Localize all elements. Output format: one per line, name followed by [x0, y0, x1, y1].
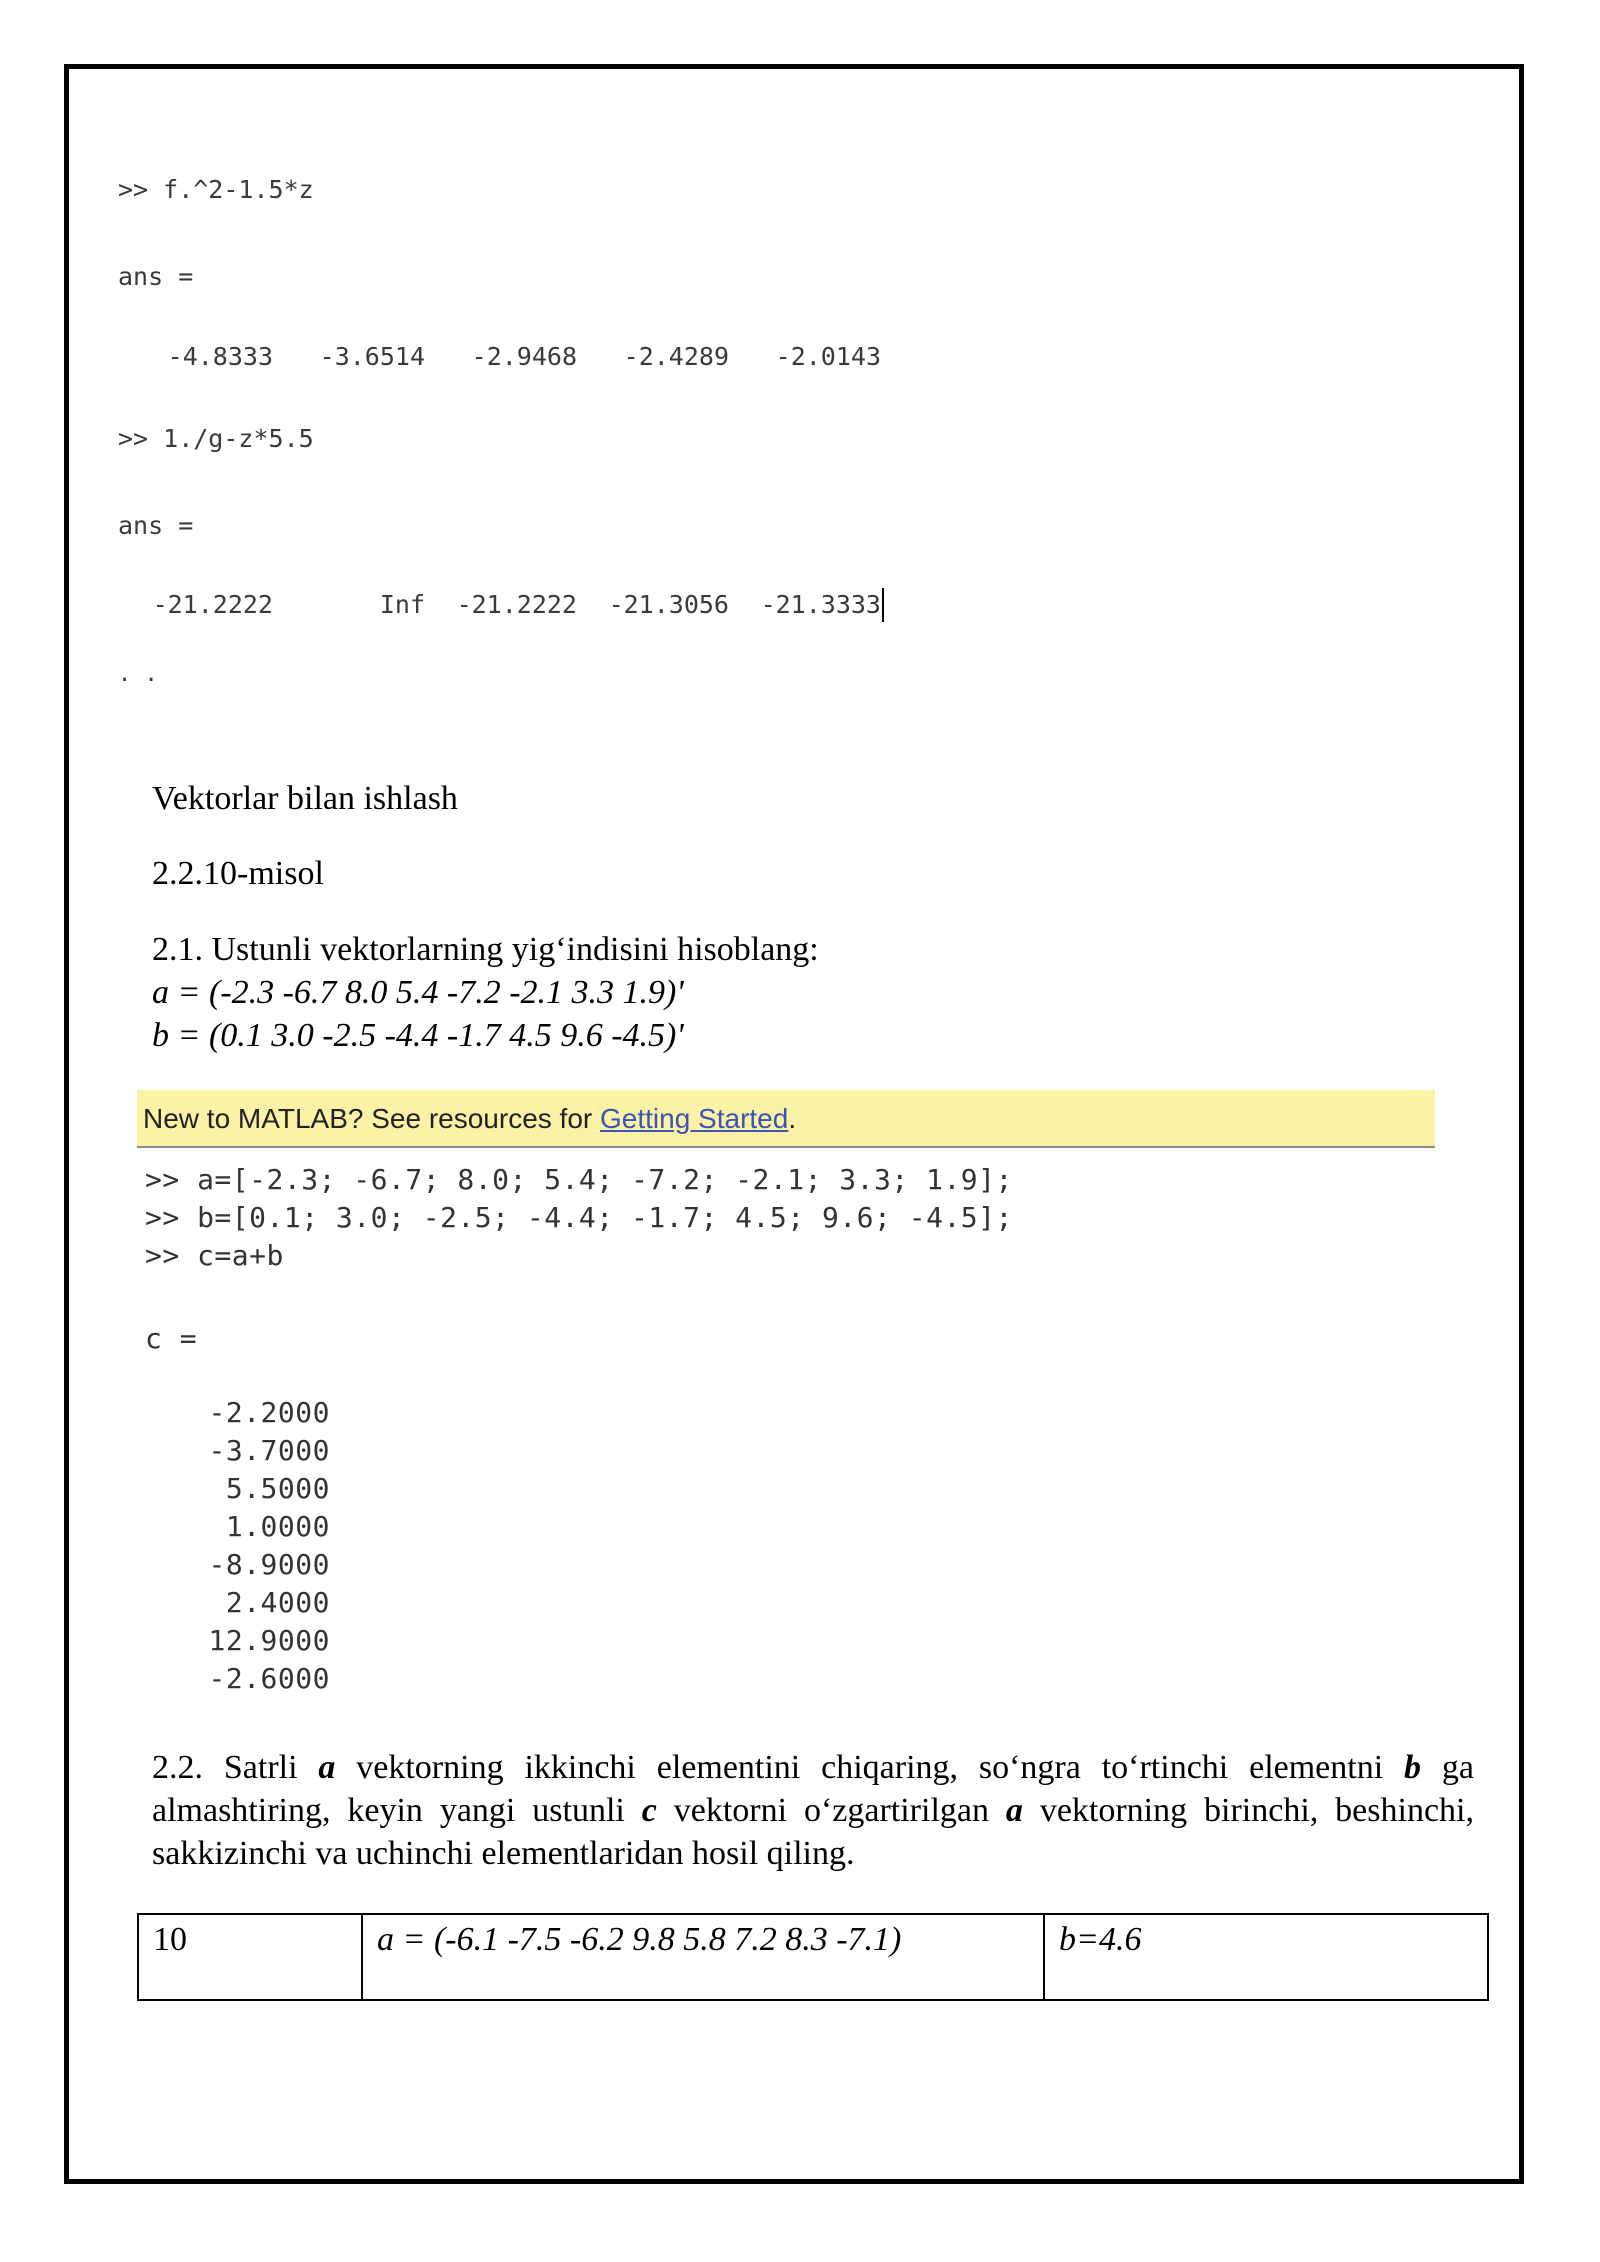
task2-text-4: vektorni o‘zgartirilgan: [656, 1792, 1006, 1829]
console2-line-1: >> a=[-2.3; -6.7; 8.0; 5.4; -7.2; -2.1; 3.3; 1.9];: [145, 1163, 1013, 1196]
result-c-value-4: 1.0000: [225, 1510, 330, 1543]
result-c-value-8: -2.6000: [208, 1662, 330, 1695]
console-ans1-value-3: -2.9468: [471, 342, 577, 371]
variant-table: [137, 1913, 1489, 2001]
result-c-value-2: -3.7000: [208, 1434, 330, 1467]
task-1-text: 2.1. Ustunli vektorlarning yig‘indisini hisoblang:: [152, 931, 819, 968]
variant-number-cell: 10: [138, 1914, 362, 2000]
console-ans1-value-2: -3.6514: [319, 342, 425, 371]
task-2-paragraph: [152, 1746, 1474, 1875]
console-command-1: >> f.^2-1.5*z: [118, 175, 314, 204]
console-ans-label-2: ans =: [118, 511, 194, 540]
vector-a-cell: a = (-6.1 -7.5 -6.2 9.8 5.8 7.2 8.3 -7.1): [362, 1914, 1044, 2000]
console-ans2-value-2: Inf: [379, 590, 425, 619]
console-command-2: >> 1./g-z*5.5: [118, 424, 314, 453]
result-c-value-5: -8.9000: [208, 1548, 330, 1581]
console-ans2-value-3: -21.2222: [456, 590, 577, 619]
console-ans2-value-4: -21.3056: [608, 590, 729, 619]
task2-text-5: vektorning birinchi, beshinchi, sakkizinchi va uchinchi elementlaridan hosil qiling.: [152, 1792, 1474, 1872]
console-ans1-value-1: -4.8333: [167, 342, 273, 371]
result-c-value-7: 12.9000: [208, 1624, 330, 1657]
result-c-value-6: 2.4000: [225, 1586, 330, 1619]
console-ans2-value-5: -21.3333: [760, 590, 881, 619]
scalar-b-cell: b=4.6: [1044, 1914, 1488, 2000]
getting-started-link[interactable]: Getting Started: [600, 1103, 789, 1134]
example-number: 2.2.10-misol: [152, 855, 324, 892]
task2-var-b: b: [1404, 1749, 1422, 1786]
matlab-info-banner: [137, 1090, 1435, 1148]
result-c-value-3: 5.5000: [225, 1472, 330, 1505]
console2-result-label: c =: [145, 1322, 198, 1355]
result-c-value-1: -2.2000: [208, 1396, 330, 1429]
banner-suffix: .: [788, 1103, 797, 1134]
console-ans1-value-4: -2.4289: [623, 342, 729, 371]
task2-var-a-2: a: [1005, 1792, 1023, 1829]
task2-var-c: c: [641, 1792, 657, 1829]
task2-text-2: vektorning ikkinchi elementini chiqaring, so‘ngra to‘rtinchi elementni: [335, 1749, 1405, 1786]
vector-a-definition: a = (-2.3 -6.7 8.0 5.4 -7.2 -2.1 3.3 1.9)': [152, 974, 684, 1011]
vector-b-definition: b = (0.1 3.0 -2.5 -4.4 -1.7 4.5 9.6 -4.5)': [152, 1017, 684, 1054]
console2-line-3: >> c=a+b: [145, 1239, 284, 1272]
console-ans-label-1: ans =: [118, 262, 194, 291]
console-ans2-value-1: -21.2222: [152, 590, 273, 619]
console2-line-2: >> b=[0.1; 3.0; -2.5; -4.4; -1.7; 4.5; 9.6; -4.5];: [145, 1201, 1013, 1234]
task2-text-3: ga almashtiring, keyin yangi ustunli: [152, 1749, 1474, 1829]
console-trailing-dots: . .: [118, 662, 158, 687]
banner-text: New to MATLAB? See resources for: [143, 1103, 600, 1134]
table-row: [138, 1914, 1488, 2000]
task2-var-a: a: [318, 1749, 336, 1786]
section-heading: Vektorlar bilan ishlash: [152, 780, 458, 817]
task2-text-1: 2.2. Satrli: [152, 1749, 319, 1786]
console-ans1-value-5: -2.0143: [775, 342, 881, 371]
text-cursor: [881, 588, 884, 622]
